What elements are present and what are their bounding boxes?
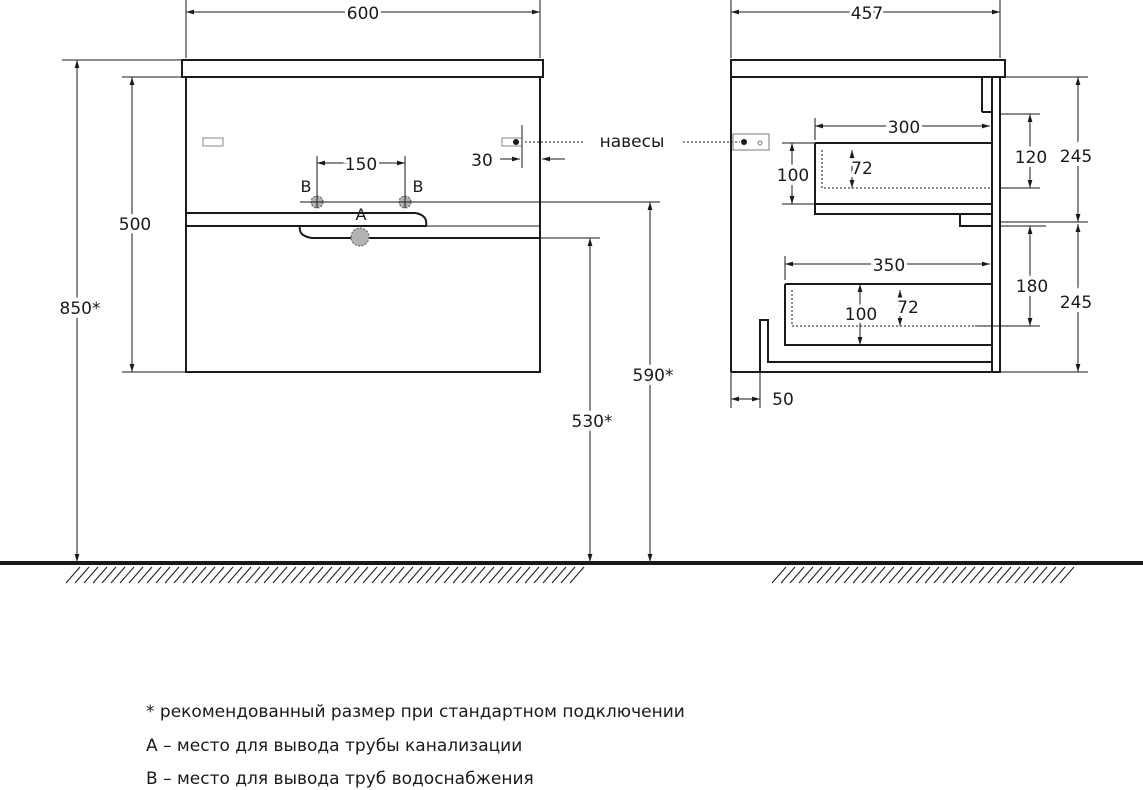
hatch-stroke — [264, 567, 278, 583]
hatch-stroke — [471, 567, 485, 583]
dim-530: 530* — [571, 412, 613, 432]
hatch-stroke — [381, 567, 395, 583]
label-b-left: B — [300, 177, 312, 196]
front-view — [60, 0, 740, 562]
cabinet-body-front — [186, 77, 540, 372]
hatch-stroke — [84, 567, 98, 583]
hatch-stroke — [1051, 567, 1065, 583]
dim-457: 457 — [850, 4, 884, 24]
hatch-stroke — [399, 567, 413, 583]
hatch-stroke — [345, 567, 359, 583]
hatch-stroke — [228, 567, 242, 583]
dim-245-lower: 245 — [1059, 293, 1093, 313]
hatch-stroke — [435, 567, 449, 583]
hatch-stroke — [300, 567, 314, 583]
hatch-stroke — [318, 567, 332, 583]
hatch-stroke — [219, 567, 233, 583]
hatch-stroke — [988, 567, 1002, 583]
hatch-stroke — [1024, 567, 1038, 583]
upper-drawer-side — [815, 143, 992, 214]
dim-50: 50 — [772, 390, 794, 410]
hatch-stroke — [525, 567, 539, 583]
hatch-stroke — [561, 567, 575, 583]
hatch-stroke — [111, 567, 125, 583]
hatch-stroke — [255, 567, 269, 583]
hatch-stroke — [417, 567, 431, 583]
hatch-stroke — [507, 567, 521, 583]
note-b: B – место для вывода труб водоснабжения — [146, 769, 534, 789]
hatch-stroke — [1042, 567, 1056, 583]
hatch-stroke — [781, 567, 795, 583]
hatch-stroke — [291, 567, 305, 583]
hatch-stroke — [772, 567, 786, 583]
hatch-stroke — [75, 567, 89, 583]
hatch-stroke — [844, 567, 858, 583]
hatch-stroke — [799, 567, 813, 583]
hatch-stroke — [898, 567, 912, 583]
hatch-stroke — [282, 567, 296, 583]
hatch-stroke — [853, 567, 867, 583]
hatch-stroke — [979, 567, 993, 583]
hatch-stroke — [534, 567, 548, 583]
hatch-stroke — [192, 567, 206, 583]
hatch-stroke — [871, 567, 885, 583]
hatch-stroke — [826, 567, 840, 583]
hatch-stroke — [129, 567, 143, 583]
hatch-stroke — [1033, 567, 1047, 583]
divider-side — [960, 214, 992, 226]
hatch-stroke — [817, 567, 831, 583]
hatch-stroke — [309, 567, 323, 583]
hatch-stroke — [156, 567, 170, 583]
side-view — [731, 0, 1092, 410]
hatch-stroke — [570, 567, 584, 583]
hinge-dot — [513, 139, 519, 145]
hatch-stroke — [444, 567, 458, 583]
label-b-right: B — [412, 177, 424, 196]
hatch-stroke — [925, 567, 939, 583]
hatch-stroke — [426, 567, 440, 583]
hinge-bracket — [733, 134, 769, 150]
hatch-stroke — [516, 567, 530, 583]
dim-245-upper: 245 — [1059, 147, 1093, 167]
hatch-stroke — [354, 567, 368, 583]
hatch-stroke — [408, 567, 422, 583]
hatch-stroke — [336, 567, 350, 583]
hatch-stroke — [237, 567, 251, 583]
hinge-bracket-dot — [741, 139, 747, 145]
dim-150: 150 — [344, 155, 378, 175]
hatch-stroke — [480, 567, 494, 583]
hatch-stroke — [1015, 567, 1029, 583]
hatch-stroke — [66, 567, 80, 583]
hatch-stroke — [889, 567, 903, 583]
hatch-stroke — [453, 567, 467, 583]
hatch-stroke — [1060, 567, 1074, 583]
hatch-stroke — [147, 567, 161, 583]
dim-100-lower: 100 — [844, 305, 878, 325]
hatch-stroke — [552, 567, 566, 583]
dim-300: 300 — [887, 118, 921, 138]
hatch-stroke — [273, 567, 287, 583]
hatch-stroke — [102, 567, 116, 583]
upper-drawer-edge — [186, 213, 426, 226]
floor-hatch-left — [66, 567, 584, 583]
lower-drawer-side — [785, 284, 992, 345]
handle-groove — [300, 226, 540, 238]
upper-drawer-inner — [822, 150, 990, 188]
hatch-stroke — [1006, 567, 1020, 583]
note-recommended: * рекомендованный размер при стандартном подключении — [146, 702, 685, 722]
dim-500: 500 — [118, 215, 152, 235]
hatch-stroke — [934, 567, 948, 583]
dim-30: 30 — [471, 151, 493, 171]
hatch-stroke — [174, 567, 188, 583]
countertop-side — [731, 60, 1005, 77]
hatch-stroke — [543, 567, 557, 583]
hatch-stroke — [363, 567, 377, 583]
dim-width-600: 600 — [346, 4, 380, 24]
hatch-stroke — [498, 567, 512, 583]
hatch-stroke — [120, 567, 134, 583]
dim-180: 180 — [1015, 277, 1049, 297]
dim-850: 850* — [59, 299, 101, 319]
hatch-stroke — [372, 567, 386, 583]
hatch-stroke — [943, 567, 957, 583]
hinge-mark-left — [203, 138, 223, 146]
hatch-stroke — [961, 567, 975, 583]
front-panel-side — [992, 77, 1000, 372]
dim-350: 350 — [872, 256, 906, 276]
note-a: A – место для вывода трубы канализации — [146, 736, 523, 756]
floor — [0, 563, 1143, 583]
hatch-stroke — [390, 567, 404, 583]
hatch-stroke — [462, 567, 476, 583]
dim-72-upper: 72 — [851, 159, 873, 179]
dim-100-upper: 100 — [776, 166, 810, 186]
hatch-stroke — [952, 567, 966, 583]
hinges-label: навесы — [599, 132, 665, 152]
hatch-stroke — [835, 567, 849, 583]
hatch-stroke — [997, 567, 1011, 583]
hatch-stroke — [808, 567, 822, 583]
hinge-bracket-hole — [758, 141, 762, 145]
pipe-a — [351, 228, 369, 246]
hatch-stroke — [880, 567, 894, 583]
hatch-stroke — [210, 567, 224, 583]
dim-120: 120 — [1014, 148, 1048, 168]
hatch-stroke — [327, 567, 341, 583]
hatch-stroke — [246, 567, 260, 583]
countertop-front — [182, 60, 543, 77]
hatch-stroke — [138, 567, 152, 583]
hatch-stroke — [489, 567, 503, 583]
hatch-stroke — [165, 567, 179, 583]
hatch-stroke — [862, 567, 876, 583]
label-a: A — [355, 205, 367, 224]
hatch-stroke — [183, 567, 197, 583]
dim-590: 590* — [632, 366, 674, 386]
hatch-stroke — [970, 567, 984, 583]
floor-hatch-right — [772, 567, 1074, 583]
hatch-stroke — [93, 567, 107, 583]
hatch-stroke — [790, 567, 804, 583]
dim-72-lower: 72 — [897, 298, 919, 318]
hatch-stroke — [916, 567, 930, 583]
hatch-stroke — [907, 567, 921, 583]
lower-drawer-inner — [792, 290, 990, 326]
hatch-stroke — [201, 567, 215, 583]
